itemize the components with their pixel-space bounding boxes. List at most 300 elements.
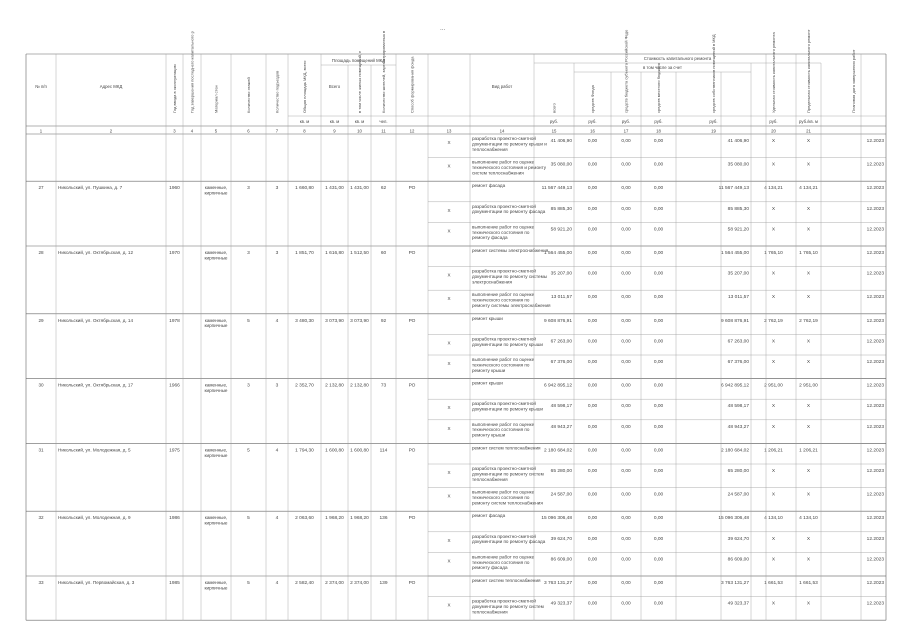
house-residents: 114 bbox=[379, 448, 388, 454]
unit-c4: руб. bbox=[709, 119, 718, 124]
row-cost-fund: 0,00 bbox=[587, 424, 598, 430]
row-cost-region: 0,00 bbox=[621, 557, 631, 563]
row-deadline: 12.2023 bbox=[866, 424, 884, 430]
row-cost-local: 0,00 bbox=[653, 271, 664, 277]
capital-repair-table bbox=[26, 29, 886, 615]
house-wall: каменные, bbox=[204, 185, 228, 191]
house-total-area: 1 660,80 bbox=[295, 186, 314, 192]
row-cost-total: 35 207,00 bbox=[550, 271, 572, 277]
row-unit-cost: 4 134,10 bbox=[764, 516, 783, 522]
row-cost-total: 2 180 684,02 bbox=[543, 448, 572, 454]
row-unit-cost: 1 765,10 bbox=[764, 251, 783, 256]
house-wall: каменные, bbox=[204, 580, 228, 585]
row-limit-cost: X bbox=[806, 139, 811, 144]
col-number-9: 9 bbox=[333, 128, 336, 134]
row-cost-owners: 39 624,70 bbox=[727, 536, 749, 542]
unit-c2: руб. bbox=[621, 119, 631, 124]
house-entrances: 4 bbox=[275, 448, 279, 454]
row-cost-fund: 0,00 bbox=[587, 162, 598, 168]
col-number-13: 13 bbox=[446, 128, 452, 134]
house-no: 30 bbox=[38, 382, 44, 388]
house-address: Никольский, ул. Молодежная, д. 9 bbox=[58, 515, 131, 521]
house-no: 27 bbox=[38, 185, 44, 191]
house-entrances: 3 bbox=[275, 383, 279, 389]
row-work-type: ремонту крыши bbox=[472, 367, 506, 373]
row-mark: X bbox=[447, 272, 451, 278]
row-cost-region: 0,00 bbox=[621, 186, 631, 192]
col-number-15: 15 bbox=[551, 128, 557, 134]
row-mark: X bbox=[447, 405, 451, 411]
row-work-type: разработка проектно-сметной bbox=[472, 466, 536, 471]
row-limit-cost: X bbox=[806, 271, 811, 277]
unit-c1: руб. bbox=[588, 119, 597, 124]
col-number-2: 2 bbox=[109, 128, 113, 134]
row-unit-cost: X bbox=[771, 404, 776, 410]
row-unit-cost: 2 762,19 bbox=[764, 318, 783, 324]
row-cost-region: 0,00 bbox=[621, 139, 631, 144]
row-unit-cost: X bbox=[771, 227, 776, 233]
row-cost-fund: 0,00 bbox=[587, 318, 598, 324]
row-limit-cost: X bbox=[806, 227, 811, 233]
row-work-type: теплоснабжения bbox=[472, 476, 508, 482]
row-cost-region: 0,00 bbox=[621, 383, 631, 389]
row-work-type: выполнение работ по оценке bbox=[472, 292, 535, 298]
row-cost-fund: 0,00 bbox=[587, 339, 598, 345]
row-cost-fund: 0,00 bbox=[587, 404, 598, 410]
house-year: 1960 bbox=[169, 186, 180, 192]
row-work-type: разработка проектно-сметной bbox=[472, 136, 536, 141]
row-cost-fund: 0,00 bbox=[587, 557, 598, 563]
col-number-19: 19 bbox=[711, 128, 716, 134]
row-work-type: выполнение работ по оценке bbox=[472, 224, 535, 230]
row-unit-cost: 1 206,21 bbox=[764, 448, 783, 454]
house-entrances: 4 bbox=[275, 516, 279, 522]
row-work-type: электроснабжения bbox=[472, 279, 512, 285]
row-work-type: разработка проектно-сметной bbox=[472, 268, 536, 274]
row-cost-region: 0,00 bbox=[621, 424, 631, 430]
row-cost-region: 0,00 bbox=[621, 448, 631, 454]
row-limit-cost: X bbox=[806, 339, 811, 345]
house-area-resid: 3 073,90 bbox=[350, 318, 369, 324]
col-number-8: 8 bbox=[303, 128, 306, 134]
row-work-type: ремонт фасада bbox=[472, 183, 506, 189]
house-entrances: 3 bbox=[275, 251, 279, 256]
row-cost-owners: 3 763 131,27 bbox=[720, 581, 749, 586]
row-unit-cost: X bbox=[771, 271, 776, 277]
row-cost-region: 0,00 bbox=[621, 227, 631, 233]
row-cost-total: 15 096 306,48 bbox=[541, 516, 572, 522]
row-cost-local: 0,00 bbox=[653, 186, 664, 192]
house-wall: кирпичные bbox=[204, 255, 228, 261]
row-cost-local: 0,00 bbox=[653, 295, 664, 301]
row-cost-fund: 0,00 bbox=[587, 448, 598, 454]
row-cost-total: 35 080,00 bbox=[550, 162, 572, 168]
row-work-type: теплоснабжения bbox=[472, 609, 508, 615]
row-cost-fund: 0,00 bbox=[587, 186, 598, 192]
col-number-10: 10 bbox=[357, 128, 362, 134]
row-limit-cost: X bbox=[806, 492, 811, 498]
row-cost-owners: 6 942 895,12 bbox=[720, 383, 749, 389]
row-cost-region: 0,00 bbox=[621, 162, 631, 168]
row-cost-owners: 65 280,00 bbox=[727, 469, 749, 474]
header-work-type: Вид работ bbox=[491, 84, 513, 89]
header-way: Способ формирования фонда bbox=[409, 56, 415, 113]
house-wall: кирпичные bbox=[204, 585, 228, 591]
row-cost-local: 0,00 bbox=[653, 139, 664, 144]
house-residents: 92 bbox=[380, 318, 387, 324]
row-work-type: разработка проектно-сметной bbox=[472, 598, 536, 604]
col-number-20: 20 bbox=[771, 128, 776, 134]
house-wall: каменные, bbox=[204, 382, 228, 388]
row-cost-owners: 49 323,37 bbox=[727, 601, 749, 607]
row-cost-fund: 0,00 bbox=[587, 536, 598, 542]
row-cost-owners: 2 180 684,02 bbox=[720, 448, 749, 454]
row-deadline: 12.2023 bbox=[866, 339, 884, 345]
house-way: РО bbox=[408, 318, 416, 324]
unit-c3: руб. bbox=[654, 119, 663, 124]
row-cost-fund: 0,00 bbox=[587, 492, 598, 498]
house-wall: каменные, bbox=[204, 515, 228, 521]
row-unit-cost: 4 134,21 bbox=[764, 186, 783, 192]
header-yov: Год завершения последнего капитального р bbox=[189, 31, 195, 113]
row-cost-total: 1 564 455,00 bbox=[543, 251, 572, 256]
row-limit-cost: X bbox=[806, 469, 811, 474]
row-work-type: технического состояния и ремонту bbox=[472, 165, 546, 170]
house-no: 31 bbox=[38, 447, 44, 453]
row-deadline: 12.2023 bbox=[866, 295, 884, 301]
row-cost-total: 39 624,70 bbox=[550, 536, 572, 542]
row-cost-owners: 9 608 876,91 bbox=[720, 318, 749, 324]
house-residents: 139 bbox=[379, 581, 388, 586]
house-way: РО bbox=[408, 251, 416, 256]
row-deadline: 12.2023 bbox=[866, 251, 884, 256]
row-cost-fund: 0,00 bbox=[587, 383, 598, 389]
row-unit-cost: 1 661,53 bbox=[764, 581, 783, 586]
row-limit-cost: 2 762,19 bbox=[799, 318, 818, 324]
house-area-resid: 1 600,80 bbox=[350, 448, 369, 454]
row-cost-local: 0,00 bbox=[653, 448, 664, 454]
row-work-type: документации по ремонту систем bbox=[472, 471, 544, 477]
row-cost-local: 0,00 bbox=[653, 557, 664, 563]
row-deadline: 12.2023 bbox=[866, 139, 884, 144]
row-cost-local: 0,00 bbox=[653, 536, 664, 542]
row-work-type: технического состояния по bbox=[472, 229, 530, 235]
row-cost-region: 0,00 bbox=[621, 581, 631, 586]
row-work-type: выполнение работ по оценке bbox=[472, 159, 535, 165]
row-cost-local: 0,00 bbox=[653, 424, 664, 430]
house-total-area: 2 582,40 bbox=[295, 581, 314, 586]
unit-u2: руб./кв. м bbox=[799, 119, 818, 124]
row-mark: X bbox=[447, 207, 451, 213]
row-unit-cost: X bbox=[771, 360, 776, 365]
row-work-type: технического состояния по bbox=[472, 427, 530, 433]
row-deadline: 12.2023 bbox=[866, 516, 884, 522]
header-c2: средств бюджета субъекта Российской Феде bbox=[623, 29, 629, 113]
house-total-area: 3 480,30 bbox=[295, 318, 314, 324]
row-work-type: систем теплоснабжения bbox=[472, 170, 524, 176]
row-cost-total: 9 608 876,91 bbox=[543, 318, 572, 324]
row-cost-region: 0,00 bbox=[621, 271, 631, 277]
house-year: 1978 bbox=[169, 318, 180, 324]
row-mark: X bbox=[447, 361, 451, 366]
house-floors: 3 bbox=[247, 251, 250, 256]
row-work-type: разработка проектно-сметной bbox=[472, 203, 536, 209]
house-address: Никольский, ул. Пушкина, д. 7 bbox=[58, 185, 123, 191]
house-area-all: 3 073,90 bbox=[325, 318, 344, 324]
house-total-area: 2 352,70 bbox=[295, 383, 314, 389]
row-cost-fund: 0,00 bbox=[587, 360, 598, 365]
house-wall: каменные, bbox=[204, 447, 228, 453]
house-address: Никольский, ул. Первомайская, д. 3 bbox=[58, 580, 135, 585]
house-address: Никольский, ул. Октябрьская, д. 14 bbox=[58, 317, 134, 323]
row-cost-total: 48 598,17 bbox=[550, 404, 572, 410]
unit-resid: чел. bbox=[379, 119, 388, 124]
header-floors: Количество этажей bbox=[246, 77, 251, 113]
row-cost-owners: 48 598,17 bbox=[727, 404, 749, 410]
row-cost-local: 0,00 bbox=[653, 339, 664, 345]
row-work-type: разработка проектно-сметной bbox=[472, 401, 536, 407]
unit-ares: кв. м bbox=[354, 119, 365, 124]
row-limit-cost: X bbox=[806, 206, 811, 212]
house-wall: кирпичные bbox=[204, 323, 228, 329]
header-area-all: Всего bbox=[328, 84, 341, 89]
row-work-type: ремонт систем теплоснабжения bbox=[472, 445, 541, 451]
house-floors: 5 bbox=[247, 448, 250, 454]
house-wall: каменные, bbox=[204, 250, 228, 255]
row-limit-cost: 1 765,10 bbox=[799, 251, 818, 256]
row-mark: X bbox=[447, 425, 451, 431]
house-way: РО bbox=[408, 383, 416, 389]
col-number-4: 4 bbox=[190, 128, 194, 134]
row-cost-local: 0,00 bbox=[653, 318, 664, 324]
house-area-all: 1 431,00 bbox=[325, 186, 344, 192]
row-unit-cost: X bbox=[771, 139, 776, 144]
unit-total: руб. bbox=[549, 119, 559, 124]
header-c3: средств местного бюджета bbox=[656, 62, 661, 113]
row-unit-cost: 2 951,00 bbox=[764, 383, 783, 389]
row-limit-cost: X bbox=[806, 162, 811, 168]
row-cost-owners: 67 376,00 bbox=[727, 360, 749, 365]
row-mark: X bbox=[447, 602, 451, 608]
row-cost-fund: 0,00 bbox=[587, 601, 598, 607]
header-tarea: Общая площадь МКД, всего bbox=[302, 60, 307, 113]
col-number-1: 1 bbox=[39, 128, 43, 134]
row-cost-local: 0,00 bbox=[653, 581, 664, 586]
house-total-area: 1 851,70 bbox=[295, 251, 314, 256]
house-wall: кирпичные bbox=[204, 190, 228, 196]
row-unit-cost: X bbox=[771, 162, 776, 168]
house-entrances: 4 bbox=[275, 318, 279, 324]
col-number-14: 14 bbox=[499, 128, 505, 134]
row-mark: X bbox=[447, 537, 451, 543]
col-number-5: 5 bbox=[214, 128, 218, 134]
row-work-type: ремонту систем теплоснабжения bbox=[472, 500, 543, 506]
row-cost-total: 6 942 895,12 bbox=[543, 383, 572, 389]
row-cost-fund: 0,00 bbox=[587, 271, 598, 277]
row-cost-region: 0,00 bbox=[621, 404, 631, 410]
row-cost-total: 13 011,57 bbox=[551, 295, 572, 301]
house-residents: 136 bbox=[379, 516, 388, 522]
row-work-type: документации по ремонту крыши bbox=[472, 406, 543, 412]
page-mark: ... bbox=[440, 24, 446, 32]
row-cost-local: 0,00 bbox=[653, 251, 664, 256]
row-deadline: 12.2023 bbox=[866, 227, 884, 233]
row-work-type: ремонт крыши bbox=[472, 315, 503, 321]
house-floors: 5 bbox=[247, 318, 250, 324]
row-cost-region: 0,00 bbox=[621, 206, 631, 212]
row-deadline: 12.2023 bbox=[866, 404, 884, 410]
house-floors: 3 bbox=[247, 383, 250, 389]
row-limit-cost: X bbox=[806, 557, 811, 563]
unit-u1: руб. bbox=[769, 119, 778, 124]
row-mark: X bbox=[447, 163, 451, 169]
house-address: Никольский, ул. Октябрьская, д. 17 bbox=[58, 382, 134, 388]
row-limit-cost: X bbox=[806, 424, 811, 430]
row-work-type: ремонту крыши bbox=[472, 432, 506, 438]
row-deadline: 12.2023 bbox=[866, 271, 884, 277]
row-work-type: выполнение работ по оценке bbox=[472, 421, 535, 427]
header-no: № п/п bbox=[35, 84, 47, 89]
row-cost-fund: 0,00 bbox=[587, 227, 598, 233]
house-floors: 5 bbox=[247, 516, 250, 522]
row-cost-total: 24 587,00 bbox=[550, 492, 572, 498]
row-work-type: выполнение работ по оценке bbox=[472, 554, 535, 560]
row-unit-cost: X bbox=[771, 536, 776, 542]
header-total: всего bbox=[551, 103, 557, 113]
row-cost-fund: 0,00 bbox=[587, 516, 598, 522]
row-cost-owners: 86 609,00 bbox=[727, 557, 749, 563]
row-work-type: документации по ремонту крыши bbox=[472, 341, 543, 347]
house-way: РО bbox=[408, 516, 416, 522]
row-deadline: 12.2023 bbox=[866, 360, 884, 365]
house-wall: кирпичные bbox=[204, 520, 228, 526]
house-no: 33 bbox=[38, 580, 44, 585]
house-area-all: 2 374,00 bbox=[325, 581, 344, 586]
row-work-type: ремонт систем теплоснабжения bbox=[472, 578, 541, 583]
row-cost-local: 0,00 bbox=[653, 492, 664, 498]
unit-tarea: кв. м bbox=[299, 119, 310, 124]
house-total-area: 1 794,30 bbox=[295, 448, 314, 454]
row-cost-local: 0,00 bbox=[653, 383, 664, 389]
row-work-type: ремонт системы электроснабжения bbox=[472, 248, 549, 253]
row-cost-owners: 58 921,20 bbox=[727, 227, 749, 233]
house-area-all: 2 132,80 bbox=[325, 383, 344, 389]
row-cost-region: 0,00 bbox=[621, 492, 631, 498]
house-area-resid: 2 374,00 bbox=[350, 581, 369, 586]
row-cost-local: 0,00 bbox=[653, 601, 664, 607]
row-cost-local: 0,00 bbox=[653, 227, 664, 233]
row-deadline: 12.2023 bbox=[866, 557, 884, 563]
row-cost-owners: 11 567 449,13 bbox=[718, 186, 749, 192]
row-cost-total: 65 280,00 bbox=[550, 469, 572, 474]
house-year: 1986 bbox=[169, 516, 180, 522]
house-year: 1975 bbox=[169, 448, 180, 454]
row-cost-fund: 0,00 bbox=[587, 581, 598, 586]
row-cost-fund: 0,00 bbox=[587, 251, 598, 256]
house-area-resid: 1 431,00 bbox=[350, 186, 369, 192]
row-limit-cost: X bbox=[806, 360, 811, 365]
house-no: 28 bbox=[38, 250, 44, 255]
col-number-6: 6 bbox=[247, 128, 250, 134]
row-cost-local: 0,00 bbox=[653, 469, 664, 474]
row-cost-fund: 0,00 bbox=[587, 139, 598, 144]
row-cost-region: 0,00 bbox=[621, 469, 631, 474]
row-limit-cost: 4 134,21 bbox=[799, 186, 818, 192]
col-number-11: 11 bbox=[381, 128, 386, 134]
header-year: Год ввода в эксплуатацию bbox=[172, 64, 177, 113]
row-unit-cost: X bbox=[771, 339, 776, 345]
house-address: Никольский, ул. Октябрьская, д. 12 bbox=[58, 250, 134, 255]
header-wall: Материал стен bbox=[213, 85, 219, 113]
row-limit-cost: X bbox=[806, 536, 811, 542]
row-deadline: 12.2023 bbox=[866, 162, 884, 168]
house-way: РО bbox=[408, 581, 416, 586]
row-cost-owners: 85 885,30 bbox=[727, 206, 749, 212]
row-cost-owners: 13 011,57 bbox=[728, 295, 749, 301]
row-work-type: разработка проектно-сметной bbox=[472, 533, 536, 539]
house-no: 32 bbox=[38, 515, 44, 521]
row-cost-total: 3 763 131,27 bbox=[543, 581, 572, 586]
row-mark: X bbox=[447, 470, 451, 475]
row-unit-cost: X bbox=[771, 295, 776, 301]
row-cost-local: 0,00 bbox=[653, 206, 664, 212]
unit-aall: кв. м bbox=[329, 119, 340, 124]
header-area-resid: в том числе жилых помещений, н bbox=[357, 50, 362, 113]
row-work-type: выполнение работ по оценке bbox=[472, 357, 535, 362]
row-work-type: документации по ремонту систем bbox=[472, 604, 544, 609]
row-work-type: ремонту системы электроснабжения bbox=[472, 303, 551, 308]
row-deadline: 12.2023 bbox=[866, 469, 884, 474]
house-entrances: 3 bbox=[275, 186, 279, 192]
row-cost-total: 49 323,37 bbox=[550, 601, 572, 607]
house-area-resid: 2 132,80 bbox=[350, 383, 369, 389]
row-cost-region: 0,00 bbox=[621, 339, 631, 345]
row-cost-local: 0,00 bbox=[653, 162, 664, 168]
row-work-type: технического состояния по bbox=[472, 495, 530, 500]
header-cost-group: Стоимость капитального ремонта bbox=[643, 56, 712, 61]
row-deadline: 12.2023 bbox=[866, 536, 884, 542]
row-mark: X bbox=[447, 493, 451, 499]
row-work-type: документации по ремонту фасада bbox=[472, 539, 546, 545]
col-number-16: 16 bbox=[590, 128, 595, 134]
row-work-type: документации по ремонту крыши и bbox=[472, 141, 547, 147]
row-work-type: ремонту фасада bbox=[472, 565, 508, 571]
row-deadline: 12.2023 bbox=[866, 601, 884, 607]
row-mark: X bbox=[447, 296, 451, 302]
row-cost-owners: 15 096 306,48 bbox=[718, 516, 749, 522]
row-mark: X bbox=[447, 228, 451, 234]
row-cost-region: 0,00 bbox=[621, 318, 631, 324]
row-cost-total: 67 263,00 bbox=[550, 339, 572, 345]
header-cost-sub: в том числе за счет bbox=[643, 65, 682, 70]
row-cost-owners: 41 406,90 bbox=[727, 139, 749, 144]
header-ent: Количество подъездов bbox=[274, 70, 280, 113]
row-cost-region: 0,00 bbox=[621, 536, 631, 542]
row-work-type: теплоснабжения bbox=[472, 146, 508, 152]
row-cost-owners: 1 564 455,00 bbox=[720, 251, 749, 256]
row-cost-region: 0,00 bbox=[621, 516, 631, 522]
col-number-21: 21 bbox=[806, 128, 811, 134]
row-unit-cost: X bbox=[771, 424, 776, 430]
row-work-type: ремонт фасада bbox=[472, 513, 506, 519]
row-work-type: технического состояния по bbox=[472, 362, 530, 368]
row-cost-owners: 35 207,00 bbox=[727, 271, 749, 277]
row-cost-fund: 0,00 bbox=[587, 206, 598, 212]
row-deadline: 12.2023 bbox=[866, 186, 884, 192]
row-cost-total: 48 943,27 bbox=[550, 424, 572, 430]
house-no: 29 bbox=[38, 317, 44, 323]
header-u1: Удельная стоимость капитального ремонта bbox=[771, 32, 776, 113]
